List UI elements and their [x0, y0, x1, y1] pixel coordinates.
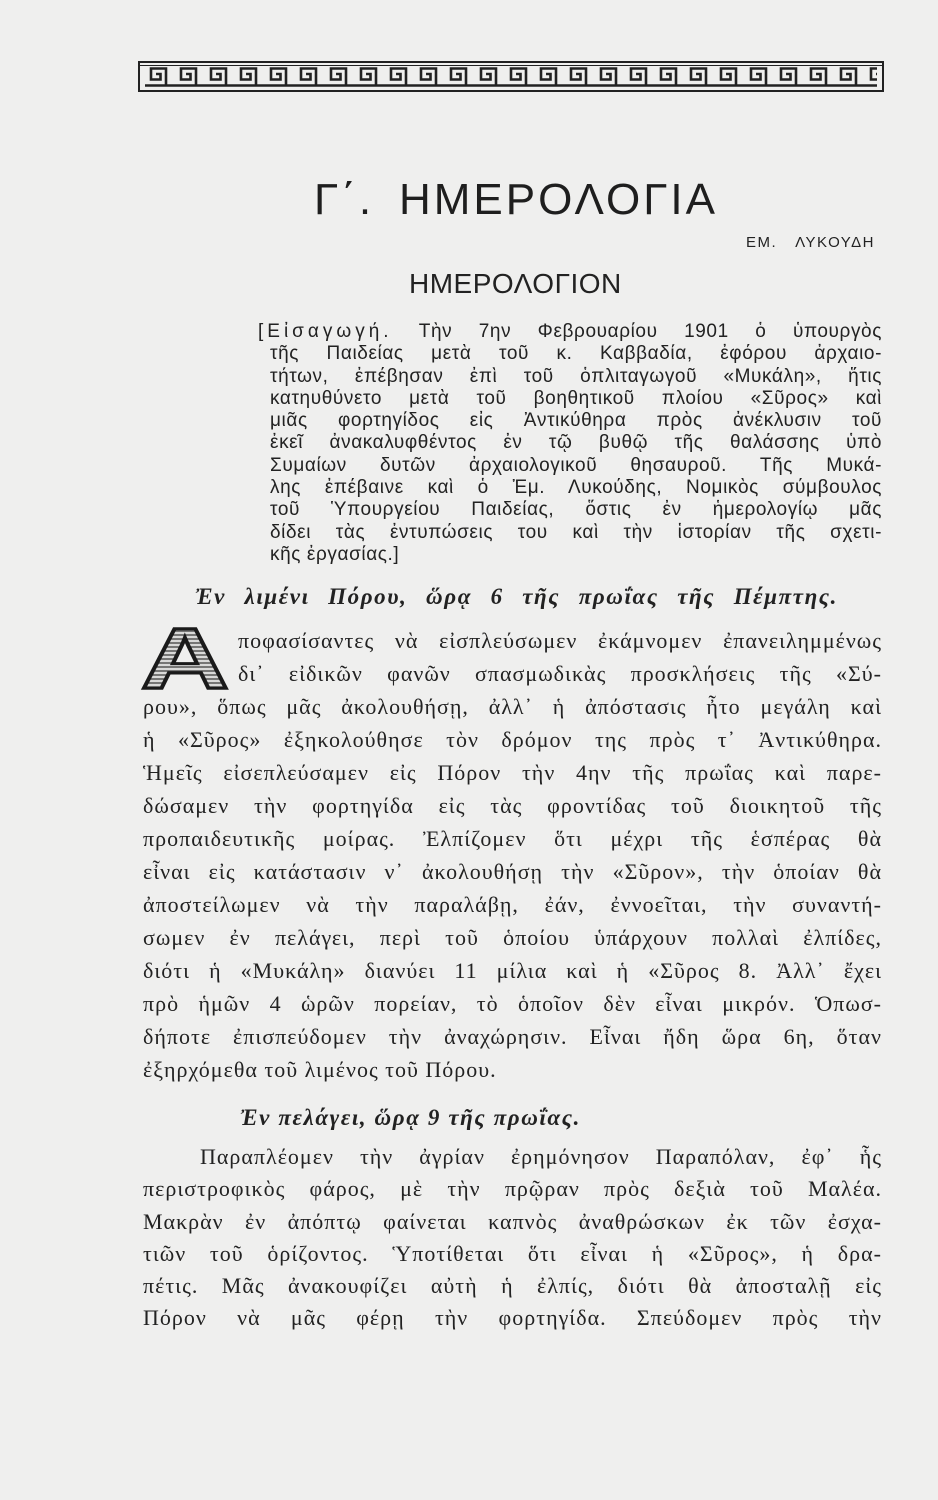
entry-body [143, 1141, 882, 1335]
body-line: ρου», ὅπως μᾶς ἀκολουθήσῃ, ἀλλ᾽ ἡ ἀπόστασις ἦτο μεγάλη καὶ [143, 694, 882, 719]
introduction-note [258, 321, 882, 566]
body-line: Πόρον νὰ μᾶς φέρῃ τὴν φορτηγίδα. Σπεύδομεν πρὸς τὴν [143, 1305, 882, 1331]
entry-heading: Ἐν πελάγει, ὥρᾳ 9 τῆς πρωΐας. [240, 1105, 581, 1130]
meander-border [137, 59, 887, 95]
body-line: διότι ἡ «Μυκάλη» διανύει 11 μίλια καὶ ἡ «Σῦρος 8. Ἀλλ᾽ ἔχει [143, 958, 882, 983]
body-line: ἡ «Σῦρος» ἐξηκολούθησε τὸν δρόμον της πρὸς τ᾽ Ἀντικύθηρα. [143, 727, 882, 752]
intro-line: τῆς Παιδείας μετὰ τοῦ κ. Καββαδία, ἐφόρου ἀρχαιο- [270, 343, 882, 365]
intro-line: τήτων, ἐπέβησαν ἐπὶ τοῦ ὁπλιταγωγοῦ «Μυκάλη», ἥτις [270, 365, 882, 387]
body-line: Ἡμεῖς εἰσεπλεύσαμεν εἰς Πόρον τὴν 4ην τῆς πρωΐας καὶ παρε- [143, 760, 882, 785]
drop-cap-letter: Α [140, 618, 230, 694]
body-line: δώσαμεν τὴν φορτηγίδα εἰς τὰς φροντίδας τοῦ διοικητοῦ τῆς [143, 793, 882, 818]
document-subtitle: ΗΜΕΡΟΛΟΓΙΟΝ [409, 268, 622, 299]
body-line: πρὸ ἡμῶν 4 ὡρῶν πορείαν, τὸ ὁποῖον δὲν εἶναι μικρόν. Ὁπωσ- [143, 991, 882, 1016]
intro-line [258, 321, 882, 343]
body-line: περιστροφικὸς φάρος, μὲ τὴν πρῷραν πρὸς δεξιὰ τοῦ Μαλέα. [143, 1176, 882, 1202]
entry-heading: Ἐν λιμένι Πόρου, ὥρᾳ 6 τῆς πρωΐας τῆς Πέμπτης. [195, 584, 838, 609]
body-line: ἐξηρχόμεθα τοῦ λιμένος τοῦ Πόρου. [143, 1057, 497, 1082]
body-line: δήποτε ἐπισπεύδομεν τὴν ἀναχώρησιν. Εἶναι ἤδη ὥρα 6η, ὅταν [143, 1024, 882, 1049]
intro-line: λης ἐπέβαινε καὶ ὁ Ἐμ. Λυκούδης, Νομικὸς σύμβουλος [270, 477, 882, 499]
intro-line: κῆς ἐργασίας.] [270, 543, 400, 565]
body-line: πέτις. Μᾶς ἀνακουφίζει αὐτὴ ἡ ἐλπίς, διότι θὰ ἀποσταλῇ εἰς [143, 1273, 882, 1299]
body-line: ἀποστείλωμεν νὰ τὴν παραλάβῃ, ἐάν, ἐννοεῖται, τὴν συναντή- [143, 892, 882, 917]
intro-label: [Εἰσαγωγή. [258, 321, 393, 342]
body-line: εἶναι εἰς κατάστασιν ν᾽ ἀκολουθήσῃ τὴν «Σῦρον», τὴν ὁποίαν θὰ [143, 859, 882, 884]
intro-line: ἐκεῖ ἀνακαλυφθέντος ἐν τῷ βυθῷ τῆς θαλάσσης ὑπὸ [270, 432, 882, 454]
section-title: Γ΄. ΗΜΕΡΟΛΟΓΙΑ [314, 175, 718, 224]
body-line: ποφασίσαντες νὰ εἰσπλεύσωμεν ἐκάμνομεν ἐπανειλημμένως [238, 628, 882, 653]
author-name: ΕΜ. ΛΥΚΟΥΔΗ [746, 234, 875, 251]
intro-line: τοῦ Ὑπουργείου Παιδείας, ὅστις ἐν ἡμερολογίῳ μᾶς [270, 499, 882, 521]
intro-line: μιᾶς φορτηγίδος εἰς Ἀντικύθηρα πρὸς ἀνέκλυσιν τοῦ [270, 410, 882, 432]
intro-line-text: Τὴν 7ην Φεβρουαρίου 1901 ὁ ὑπουργὸς [418, 321, 882, 342]
intro-line: δίδει τὰς ἐντυπώσεις του καὶ τὴν ἱστορίαν τῆς σχετι- [270, 521, 882, 543]
body-line: τιῶν τοῦ ὁρίζοντος. Ὑποτίθεται ὅτι εἶναι ἡ «Σῦρος», ἡ δρα- [143, 1240, 882, 1266]
intro-line: Συμαίων δυτῶν ἀρχαιολογικοῦ θησαυροῦ. Τῆς Μυκά- [270, 454, 882, 476]
intro-line: κατηυθύνετο μετὰ τοῦ βοηθητικοῦ πλοίου «Σῦρος» καὶ [270, 387, 882, 409]
entry-body [143, 624, 882, 1086]
body-line: Μακρὰν ἐν ἀπόπτῳ φαίνεται καπνὸς ἀναθρώσκων ἐκ τῶν ἐσχα- [143, 1208, 882, 1234]
body-line: προπαιδευτικῆς μοίρας. Ἐλπίζομεν ὅτι μέχρι τῆς ἑσπέρας θὰ [143, 826, 882, 851]
body-line: Παραπλέομεν τὴν ἀγρίαν ἐρημόνησον Παραπόλαν, ἐφ᾽ ἧς [200, 1144, 882, 1169]
body-line: δι᾽ εἰδικῶν φανῶν σπασμωδικὰς προσκλήσεις τῆς «Σύ- [238, 661, 882, 686]
body-line: σωμεν ἐν πελάγει, περὶ τοῦ ὁποίου ὑπάρχουν πολλαὶ ἐλπίδες, [143, 925, 882, 950]
